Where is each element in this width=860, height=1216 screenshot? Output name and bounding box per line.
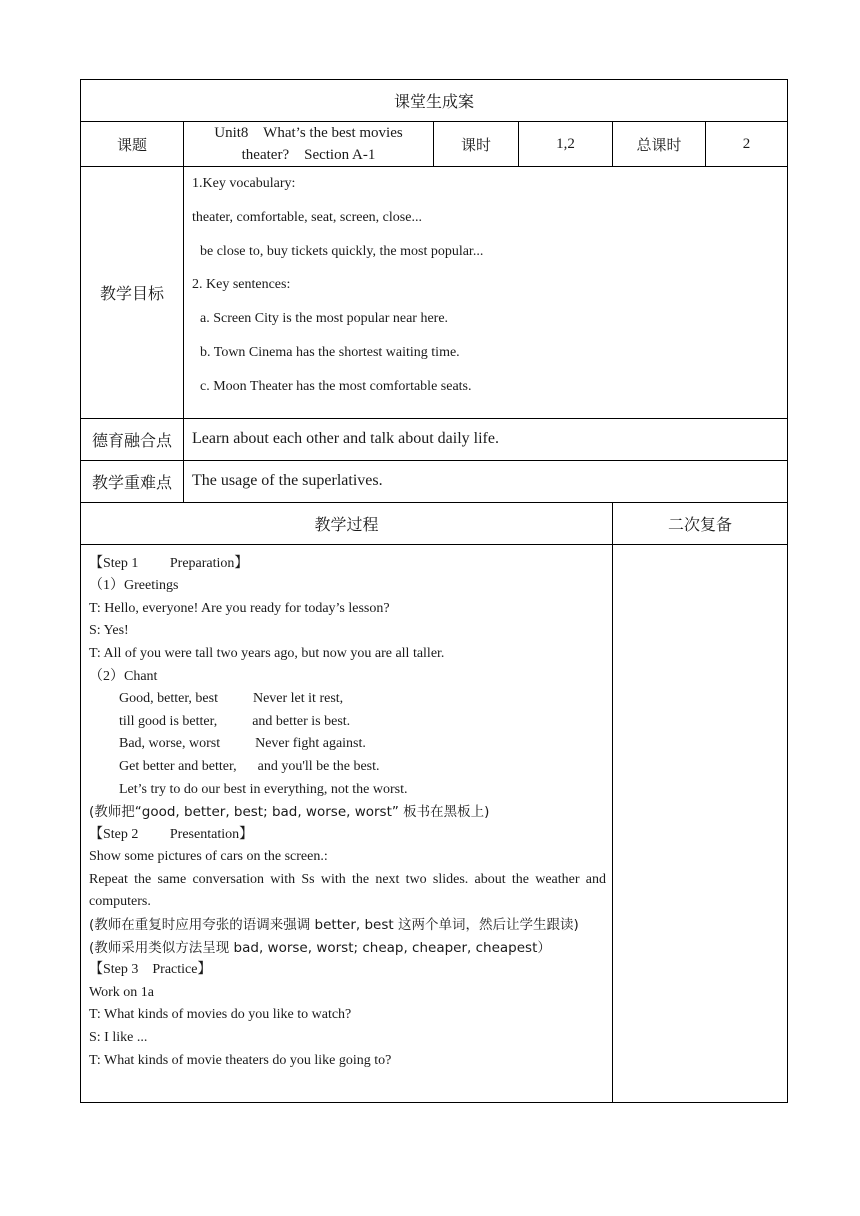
goal-line: 2. Key sentences:	[192, 277, 291, 293]
lesson-plan-table	[80, 79, 788, 1103]
process-line: Work on 1a	[89, 984, 154, 1000]
process-content	[81, 544, 613, 1103]
process-line: （1）Greetings	[89, 578, 179, 594]
key-points-text: The usage of the superlatives.	[184, 460, 788, 502]
total-period-label: 总课时	[613, 122, 706, 167]
total-period-value: 2	[706, 122, 788, 167]
process-line: S: Yes!	[89, 623, 129, 639]
process-line: T: What kinds of movie theaters do you like going to?	[89, 1052, 392, 1068]
goal-line: b. Town Cinema has the shortest waiting time.	[200, 344, 460, 360]
period-label: 课时	[434, 122, 519, 167]
goal-line: theater, comfortable, seat, screen, close...	[192, 209, 422, 225]
goal-line: be close to, buy tickets quickly, the most popular...	[200, 243, 484, 259]
goal-line: 1.Key vocabulary:	[192, 176, 296, 191]
topic-label: 课题	[81, 122, 184, 167]
process-label: 教学过程	[81, 502, 613, 544]
process-line: 【Step 3 Practice】	[89, 962, 212, 978]
key-points-label: 教学重难点	[81, 460, 184, 502]
topic-line-2: theater? Section A-1	[241, 147, 376, 163]
goals-label: 教学目标	[81, 167, 184, 419]
process-note: (教师在重复时应用夸张的语调来强调 better, best 这两个单词，然后让学生跟读)	[89, 917, 579, 934]
document-title: 课堂生成案	[81, 80, 788, 122]
period-value: 1,2	[519, 122, 613, 167]
moral-label: 德育融合点	[81, 418, 184, 460]
process-line: T: Hello, everyone! Are you ready for today’s lesson?	[89, 600, 390, 616]
process-line: （2）Chant	[89, 668, 158, 684]
process-line: Repeat the same conversation with Ss with the next two slides. about the weather and computers.	[89, 871, 606, 910]
process-note: (教师采用类似方法呈现 bad, worse, worst; cheap, cheaper, cheapest）	[89, 939, 551, 956]
chant-line: Get better and better, and you'll be the best.	[119, 758, 380, 774]
process-line: 【Step 2 Presentation】	[89, 826, 254, 842]
process-line: Show some pictures of cars on the screen.:	[89, 849, 328, 865]
second-prep-label: 二次复备	[613, 502, 788, 544]
goal-line: c. Moon Theater has the most comfortable seats.	[200, 378, 472, 394]
process-line: S: I like ...	[89, 1030, 148, 1046]
topic-line-1: Unit8 What’s the best movies	[214, 125, 403, 141]
process-line: T: What kinds of movies do you like to watch?	[89, 1007, 352, 1023]
goal-line: a. Screen City is the most popular near here.	[200, 311, 449, 327]
moral-text: Learn about each other and talk about daily life.	[184, 418, 788, 460]
topic-value	[184, 122, 434, 167]
chant-line: Good, better, best Never let it rest,	[119, 691, 344, 707]
chant-line: Let’s try to do our best in everything, not the worst.	[119, 781, 408, 797]
chant-line: till good is better, and better is best.	[119, 713, 351, 729]
process-line: T: All of you were tall two years ago, but now you are all taller.	[89, 645, 445, 661]
goals-content	[184, 167, 788, 419]
process-line: 【Step 1 Preparation】	[89, 555, 249, 571]
chant-line: Bad, worse, worst Never fight against.	[119, 736, 366, 752]
second-prep-area	[613, 544, 788, 1103]
process-note: (教师把“good, better, best; bad, worse, worst” 板书在黑板上)	[89, 804, 490, 821]
